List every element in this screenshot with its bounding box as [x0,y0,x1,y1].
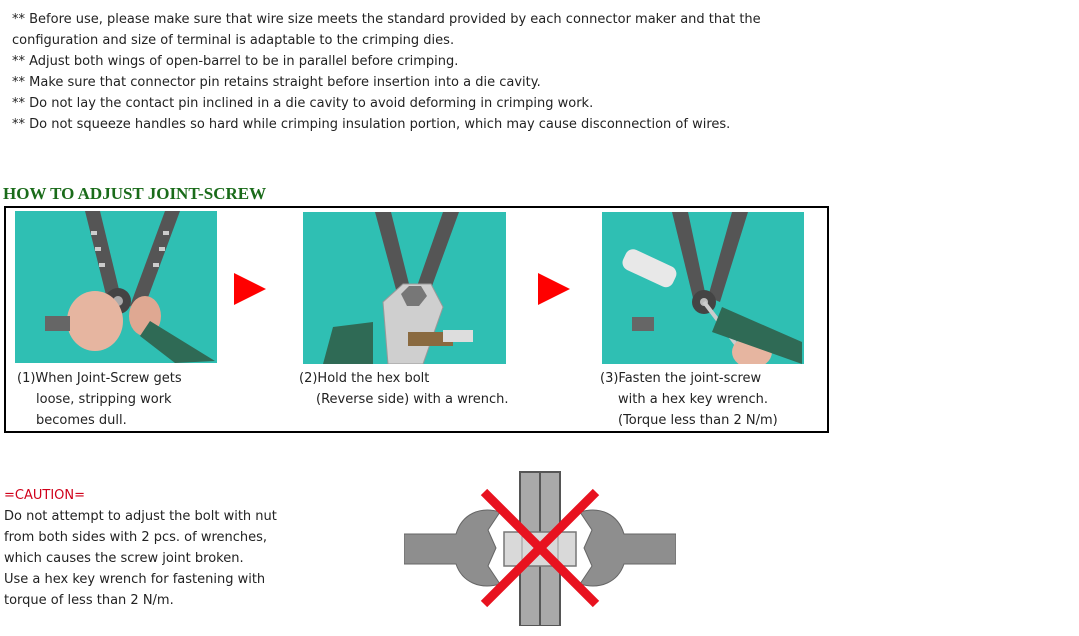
step-2-caption [299,368,509,410]
arrow-right-icon [232,271,268,307]
caption-line: with a hex key wrench. [618,392,768,407]
note-line: configuration and size of terminal is adaptable to the crimping dies. [12,33,455,48]
section-heading: HOW TO ADJUST JOINT-SCREW [3,184,267,203]
note-line: ** Make sure that connector pin retains straight before insertion into a die cavity. [12,75,541,90]
caution-line: from both sides with 2 pcs. of wrenches, [4,530,268,545]
caution-section [4,485,277,611]
note-line: ** Do not lay the contact pin inclined in a die cavity to avoid deforming in crimping work. [12,96,594,111]
caption-line: (1)When Joint-Screw gets [17,371,182,386]
step-1-caption [17,368,182,431]
note-line: ** Adjust both wings of open-barrel to be in parallel before crimping. [12,54,459,69]
caption-line: becomes dull. [36,413,127,428]
caution-title: =CAUTION= [4,488,86,503]
caution-line: Do not attempt to adjust the bolt with nut [4,509,277,524]
step-3-caption [600,368,778,431]
caption-line: (3)Fasten the joint-screw [600,371,762,386]
usage-notes [12,9,812,135]
caution-line: Use a hex key wrench for fastening with [4,572,266,587]
caution-line: torque of less than 2 N/m. [4,593,174,608]
caution-line: which causes the screw joint broken. [4,551,244,566]
wrong-wrench-usage-illustration [404,470,676,626]
caption-line: (2)Hold the hex bolt [299,371,430,386]
note-line: ** Before use, please make sure that wire size meets the standard provided by each connector maker and that the [12,12,761,27]
caption-line: loose, stripping work [36,392,172,407]
step-2-photo [303,212,506,364]
caption-line: (Reverse side) with a wrench. [316,392,509,407]
caption-line: (Torque less than 2 N/m) [618,413,778,428]
arrow-right-icon [536,271,572,307]
step-3-photo [602,212,804,364]
step-1-photo [15,211,217,363]
note-line: ** Do not squeeze handles so hard while crimping insulation portion, which may cause disconnection of wires. [12,117,731,132]
